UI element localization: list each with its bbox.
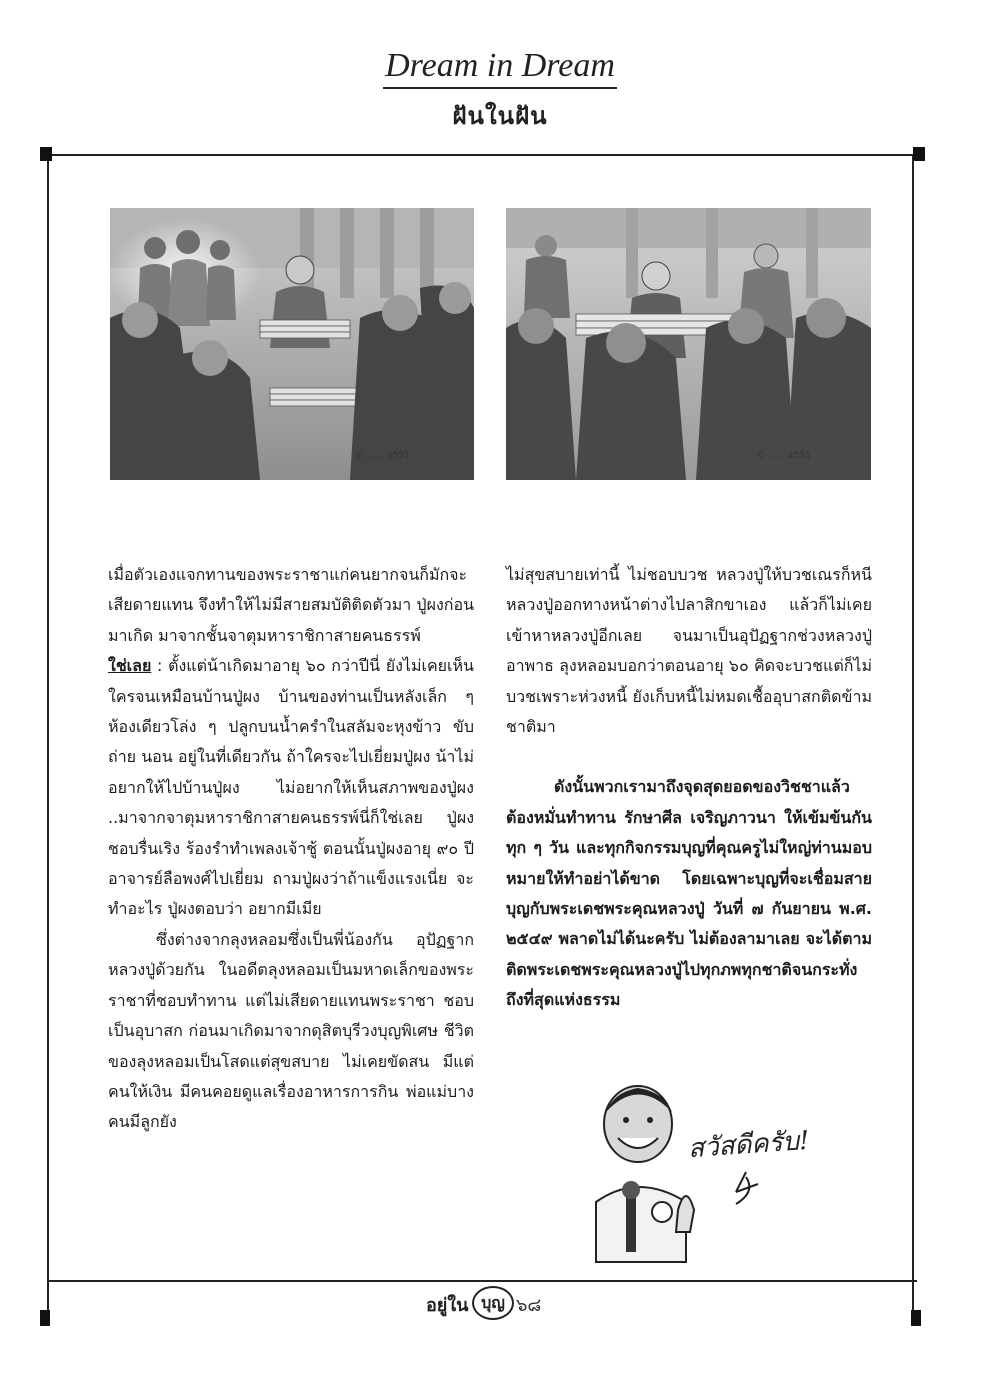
article-subtitle: ฝันในฝัน	[452, 102, 548, 130]
article-title-block	[0, 46, 1000, 89]
illustration-offering-robes	[506, 208, 871, 480]
article-column-right	[506, 560, 872, 1016]
illustration-king-giving-cloth	[110, 208, 474, 480]
article-column-left	[108, 560, 474, 1138]
paragraph: ซึ่งต่างจากลุงหลอมซึ่งเป็นพี่น้องกัน อุปัฏฐากหลวงปู่ด้วยกัน ในอดีตลุงหลอมเป็นมหาดเล็กของพระราชาที่ชอบทำทาน แต่ไม่เสียดายแทนพระราชา ชอบเป็นอุบาสก ก่อนมาเกิดมาจากดุสิตบุรีวงบุญพิเศษ ชีวิตของลุงหลอมเป็นโสดแต่สุขสบาย ไม่เคยขัดสน มีแต่คนให้เงิน มีคนคอยดูแลเรื่องอาหารการกิน พ่อแม่บางคนมีลูกยัง	[108, 929, 474, 1132]
frame-top-rule	[48, 154, 917, 156]
paragraph: เมื่อตัวเองแจกทานของพระราชาแก่คนยากจนก็มักจะเสียดายแทน จึงทำให้ไม่มีสายสมบัติติดตัวมา ปู่ผงก่อนมาเกิด มาจากชั้นจาตุมหาราชิกาสายคนธรรพ์	[108, 565, 474, 645]
signature-greeting: สวัสดีครับ!	[687, 1125, 811, 1165]
frame-left-rule	[47, 156, 49, 1322]
article-title: Dream in Dream	[383, 46, 617, 89]
paragraph-text: : ตั้งแต่น้าเกิดมาอายุ ๖๐ กว่าปีนี่ ยังไม่เคยเห็นใครจนเหมือนบ้านปู่ผง บ้านของท่านเป็นหลังเล็ก ๆ ห้องเดียวโล่ง ๆ ปลูกบนน้ำครำในสลัมจะหุงข้าว ขับถ่าย นอน อยู่ในที่เดียวกัน ถ้าใครจะไปเยี่ยมปู่ผง น้าไม่อยากให้ไปบ้านปู่ผง ไม่อยากให้เห็นสภาพของปู่ผง ..มาจากจาตุมหาราชิกาสายคนธรรพ์นี่ก็ใช่เลย ปู่ผงชอบรื่นเริง ร้องรำทำเพลงเจ้าชู้ ตอนนั้นปู่ผงอายุ ๙๐ ปี อาจารย์ลือพงศ์ไปเยี่ยม ถามปู่ผงว่าถ้าแข็งแรงเนี่ย จะทำอะไร ปู่ผงตอบว่า อยากมีเมีย	[108, 656, 474, 919]
frame-corner-top-left	[40, 147, 52, 161]
author-caricature	[586, 1072, 816, 1267]
paragraph-lead-label: ใช่เลย	[108, 656, 152, 676]
paragraph	[108, 651, 474, 925]
page-footer	[0, 1282, 1000, 1326]
magazine-logo-badge: บุญ	[472, 1286, 514, 1320]
closing-paragraph: ดังนั้นพวกเรามาถึงจุดสุดยอดของวิชชาแล้ว ต้องหมั่นทำทาน รักษาศีล เจริญภาวนา ให้เข้มข้นกันทุก ๆ วัน และทุกกิจกรรมบุญที่คุณครูไม่ใหญ่ท่านมอบหมายให้ทำอย่าได้ขาด โดยเฉพาะบุญที่จะเชื่อมสายบุญกับพระเดชพระคุณหลวงปู่ วันที่ ๗ กันยายน พ.ศ. ๒๕๔๙ พลาดไม่ได้นะครับ ไม่ต้องลามาเลย จะได้ตามติดพระเดชพระคุณหลวงปู่ไปทุกภพทุกชาติจนกระทั่งถึงที่สุดแห่งธรรม	[506, 777, 872, 1010]
illustration-right-watermark: © ...... 2551	[756, 451, 811, 461]
frame-corner-top-right	[913, 147, 925, 161]
paragraph: ไม่สุขสบายเท่านี้ ไม่ชอบบวช หลวงปู่ให้บวชเณรก็หนีหลวงปู่ออกทางหน้าต่างไปลาสิกขาเอง แล้วก็ไม่เคยเข้าหาหลวงปู่อีกเลย จนมาเป็นอุปัฏฐากช่วงหลวงปู่อาพาธ ลุงหลอมบอกว่าตอนอายุ ๖๐ คิดจะบวชแต่ก็ไม่บวชเพราะห่วงหนี้ ยังเก็บหนี้ไม่หมดเชื้ออุบาสกติดข้ามชาติมา	[506, 565, 872, 737]
frame-right-rule	[912, 156, 914, 1322]
illustration-left-watermark: © ...... 2551	[355, 451, 410, 461]
magazine-logo-text: อยู่ใน	[426, 1295, 469, 1316]
page-number: ๖๘	[516, 1295, 542, 1316]
